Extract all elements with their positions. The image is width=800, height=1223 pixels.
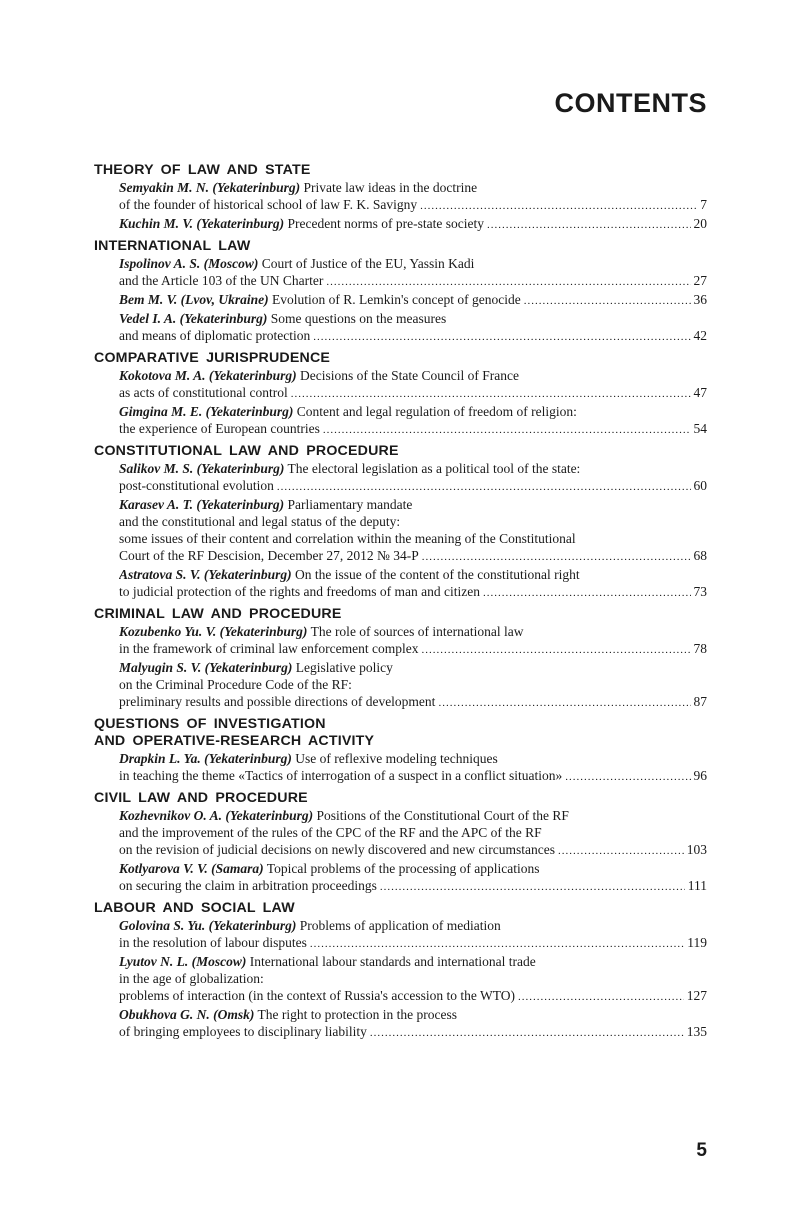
entry-title-line: preliminary results and possible directions of development — [119, 694, 436, 709]
entry-page-number: 54 — [693, 421, 707, 436]
entry-text — [119, 877, 377, 894]
entry-author: Vedel I. A. (Yekaterinburg) — [119, 311, 268, 326]
dot-leader — [558, 843, 684, 860]
entry-text — [119, 1007, 457, 1022]
entry-author: Semyakin M. N. (Yekaterinburg) — [119, 180, 301, 195]
entry-line — [119, 291, 707, 310]
entry-title-line: Parliamentary mandate — [287, 497, 413, 512]
toc-entry[interactable] — [119, 750, 707, 786]
entry-page-number: 127 — [686, 988, 707, 1003]
toc-entry[interactable] — [119, 310, 707, 346]
entry-page-number: 119 — [687, 935, 707, 950]
section-heading: CONSTITUTIONAL LAW AND PROCEDURE — [94, 443, 399, 459]
entry-text — [119, 420, 320, 437]
entry-text — [119, 547, 419, 564]
entry-title-line: Decisions of the State Council of France — [300, 368, 519, 383]
entry-title-line: Court of Justice of the EU, Yassin Kadi — [261, 256, 475, 271]
entry-author: Astratova S. V. (Yekaterinburg) — [119, 567, 292, 582]
toc-entry[interactable] — [119, 179, 707, 215]
entry-text — [119, 583, 480, 600]
entry-page-number: 135 — [686, 1024, 707, 1039]
entry-title-line: of bringing employees to disciplinary liability — [119, 1024, 367, 1039]
entry-title-line: Content and legal regulation of freedom of religion: — [296, 404, 577, 419]
toc-section — [94, 716, 707, 786]
table-of-contents — [94, 162, 707, 1046]
toc-section — [94, 350, 707, 439]
entry-title-line: Evolution of R. Lemkin's concept of genocide — [272, 292, 521, 307]
entry-line — [119, 841, 707, 860]
entry-line — [119, 917, 707, 934]
entry-title-line: in the age of globalization: — [119, 971, 264, 986]
entry-text — [119, 861, 540, 876]
dot-leader — [420, 198, 697, 215]
section-heading: CIVIL LAW AND PROCEDURE — [94, 790, 308, 806]
entry-line — [119, 659, 707, 676]
entry-text — [119, 180, 477, 195]
entry-line — [119, 1006, 707, 1023]
entry-page-number: 87 — [693, 694, 707, 709]
entry-text — [119, 196, 417, 213]
entry-title-line: as acts of constitutional control — [119, 385, 288, 400]
entry-text — [119, 368, 519, 383]
entry-author: Malyugin S. V. (Yekaterinburg) — [119, 660, 293, 675]
entry-line — [119, 750, 707, 767]
entry-author: Kotlyarova V. V. (Samara) — [119, 861, 264, 876]
toc-entry[interactable] — [119, 403, 707, 439]
entry-page-number: 27 — [693, 273, 707, 288]
entry-text — [119, 327, 310, 344]
entry-text — [119, 693, 435, 710]
section-heading: LABOUR AND SOCIAL LAW — [94, 900, 295, 916]
entry-title-line: The electoral legislation as a political tool of the state: — [287, 461, 581, 476]
entry-text — [119, 477, 274, 494]
entry-title-line: of the founder of historical school of law F. K. Savigny — [119, 197, 418, 212]
entry-line — [119, 477, 707, 496]
entry-author: Salikov M. S. (Yekaterinburg) — [119, 461, 285, 476]
entry-title-line: and means of diplomatic protection — [119, 328, 311, 343]
dot-leader — [518, 989, 684, 1006]
entry-line — [119, 179, 707, 196]
entry-line — [119, 623, 707, 640]
entry-title-line: Legislative policy — [295, 660, 393, 675]
entry-text — [119, 215, 484, 232]
dot-leader — [370, 1025, 684, 1042]
entry-text — [119, 497, 412, 512]
dot-leader — [277, 479, 691, 496]
entry-title-line: in teaching the theme «Tactics of interrogation of a suspect in a conflict situation» — [119, 768, 563, 783]
entry-text — [119, 514, 400, 529]
entry-author: Obukhova G. N. (Omsk) — [119, 1007, 255, 1022]
entry-text — [119, 461, 580, 476]
section-heading: THEORY OF LAW AND STATE — [94, 162, 311, 178]
dot-leader — [524, 293, 691, 310]
dot-leader — [438, 695, 690, 712]
entry-title-line: The right to protection in the process — [257, 1007, 457, 1022]
entry-line — [119, 860, 707, 877]
entry-line — [119, 934, 707, 953]
entry-author: Karasev A. T. (Yekaterinburg) — [119, 497, 285, 512]
entry-text — [119, 404, 577, 419]
dot-leader — [326, 274, 690, 291]
entry-title-line: Use of reflexive modeling techniques — [295, 751, 498, 766]
entry-title-line: Precedent norms of pre-state society — [287, 216, 484, 231]
toc-entry[interactable] — [119, 255, 707, 291]
toc-entry[interactable] — [119, 1006, 707, 1042]
entry-page-number: 103 — [686, 842, 707, 857]
entry-author: Kuchin M. V. (Yekaterinburg) — [119, 216, 285, 231]
toc-entry[interactable] — [119, 807, 707, 860]
dot-leader — [380, 879, 685, 896]
entry-title-line: Topical problems of the processing of applications — [266, 861, 540, 876]
entry-line — [119, 547, 707, 566]
entry-author: Kozubenko Yu. V. (Yekaterinburg) — [119, 624, 308, 639]
entry-title-line: On the issue of the content of the constitutional right — [295, 567, 580, 582]
toc-section — [94, 900, 707, 1042]
toc-entry[interactable] — [119, 623, 707, 659]
entry-title-line: Some questions on the measures — [270, 311, 447, 326]
entry-text — [119, 311, 446, 326]
section-heading: INTERNATIONAL LAW — [94, 238, 251, 254]
entry-title-line: on securing the claim in arbitration proceedings — [119, 878, 377, 893]
entry-line — [119, 953, 707, 970]
entry-line — [119, 676, 707, 693]
entry-line — [119, 496, 707, 513]
entry-line — [119, 693, 707, 712]
entry-line — [119, 367, 707, 384]
entry-author: Golovina S. Yu. (Yekaterinburg) — [119, 918, 297, 933]
entry-line — [119, 767, 707, 786]
entry-author: Gimgina M. E. (Yekaterinburg) — [119, 404, 294, 419]
dot-leader — [310, 936, 684, 953]
dot-leader — [291, 386, 691, 403]
entry-text — [119, 256, 474, 271]
dot-leader — [565, 769, 690, 786]
entry-line — [119, 566, 707, 583]
entry-text — [119, 624, 524, 639]
entry-text — [119, 531, 576, 546]
toc-section — [94, 238, 707, 346]
toc-entry[interactable] — [119, 215, 707, 234]
dot-leader — [422, 642, 691, 659]
entry-page-number: 7 — [700, 197, 707, 212]
section-heading-continued: AND OPERATIVE-RESEARCH ACTIVITY — [94, 733, 375, 749]
entry-line — [119, 1023, 707, 1042]
toc-entry[interactable] — [119, 291, 707, 310]
entry-title-line: and the improvement of the rules of the CPC of the RF and the APC of the RF — [119, 825, 542, 840]
entry-text — [119, 1023, 367, 1040]
toc-entry[interactable] — [119, 496, 707, 566]
entry-author: Lyutov N. L. (Moscow) — [119, 954, 247, 969]
entry-page-number: 96 — [693, 768, 707, 783]
entry-page-number: 60 — [693, 478, 707, 493]
toc-entry[interactable] — [119, 953, 707, 1006]
entry-author: Kozhevnikov O. A. (Yekaterinburg) — [119, 808, 314, 823]
entry-page-number: 36 — [693, 292, 707, 307]
entry-text — [119, 825, 542, 840]
section-heading: CRIMINAL LAW AND PROCEDURE — [94, 606, 342, 622]
toc-entry[interactable] — [119, 860, 707, 896]
dot-leader — [422, 549, 691, 566]
entry-line — [119, 327, 707, 346]
entry-author: Kokotova M. A. (Yekaterinburg) — [119, 368, 297, 383]
entry-title-line: to judicial protection of the rights and freedoms of man and citizen — [119, 584, 481, 599]
entry-text — [119, 384, 288, 401]
entry-title-line: some issues of their content and correlation within the meaning of the Constitutional — [119, 531, 576, 546]
entry-line — [119, 420, 707, 439]
entry-author: Bem M. V. (Lvov, Ukraine) — [119, 292, 269, 307]
entry-text — [119, 987, 515, 1004]
entry-title-line: on the Criminal Procedure Code of the RF: — [119, 677, 352, 692]
entry-page-number: 68 — [693, 548, 707, 563]
entry-line — [119, 530, 707, 547]
entry-page-number: 78 — [693, 641, 707, 656]
toc-section — [94, 443, 707, 602]
entry-text — [119, 808, 569, 823]
entry-line — [119, 403, 707, 420]
entry-line — [119, 310, 707, 327]
toc-section — [94, 162, 707, 234]
section-heading: COMPARATIVE JURISPRUDENCE — [94, 350, 331, 366]
entry-text — [119, 660, 393, 675]
entry-text — [119, 567, 580, 582]
entry-title-line: on the revision of judicial decisions on newly discovered and new circumstances — [119, 842, 556, 857]
toc-entry[interactable] — [119, 460, 707, 496]
entry-title-line: in the resolution of labour disputes — [119, 935, 307, 950]
entry-text — [119, 954, 536, 969]
entry-text — [119, 767, 562, 784]
entry-text — [119, 751, 498, 766]
entry-text — [119, 934, 307, 951]
toc-section — [94, 790, 707, 896]
entry-page-number: 42 — [693, 328, 707, 343]
entry-title-line: The role of sources of international law — [310, 624, 524, 639]
entry-title-line: Court of the RF Descision, December 27, 2012 № 34-P — [119, 548, 419, 563]
entry-title-line: post-constitutional evolution — [119, 478, 274, 493]
entry-line — [119, 970, 707, 987]
entry-line — [119, 640, 707, 659]
entry-title-line: Private law ideas in the doctrine — [303, 180, 478, 195]
entry-line — [119, 215, 707, 234]
page-title: CONTENTS — [554, 88, 707, 118]
toc-entry[interactable] — [119, 659, 707, 712]
entry-page-number: 20 — [693, 216, 707, 231]
entry-title-line: the experience of European countries — [119, 421, 320, 436]
entry-title-line: in the framework of criminal law enforcement complex — [119, 641, 419, 656]
entry-line — [119, 196, 707, 215]
dot-leader — [323, 422, 691, 439]
entry-line — [119, 513, 707, 530]
dot-leader — [483, 585, 690, 602]
entry-line — [119, 824, 707, 841]
entry-page-number: 73 — [693, 584, 707, 599]
entry-line — [119, 460, 707, 477]
entry-page-number: 111 — [687, 878, 707, 893]
entry-line — [119, 384, 707, 403]
entry-title-line: problems of interaction (in the context of Russia's accession to the WTO) — [119, 988, 515, 1003]
entry-page-number: 47 — [693, 385, 707, 400]
entry-title-line: Positions of the Constitutional Court of the RF — [316, 808, 569, 823]
entry-text — [119, 918, 501, 933]
entry-text — [119, 291, 521, 308]
toc-entry[interactable] — [119, 566, 707, 602]
entry-text — [119, 971, 264, 986]
entry-line — [119, 807, 707, 824]
entry-author: Ispolinov A. S. (Moscow) — [119, 256, 259, 271]
entry-author: Drapkin L. Ya. (Yekaterinburg) — [119, 751, 292, 766]
entry-text — [119, 640, 419, 657]
entry-line — [119, 272, 707, 291]
entry-line — [119, 987, 707, 1006]
dot-leader — [313, 329, 690, 346]
toc-entry[interactable] — [119, 367, 707, 403]
entry-text — [119, 272, 323, 289]
entry-line — [119, 877, 707, 896]
entry-line — [119, 583, 707, 602]
entry-title-line: and the Article 103 of the UN Charter — [119, 273, 324, 288]
toc-section — [94, 606, 707, 712]
toc-entry[interactable] — [119, 917, 707, 953]
page-number: 5 — [696, 1140, 707, 1161]
entry-text — [119, 677, 352, 692]
entry-text — [119, 841, 555, 858]
entry-title-line: International labour standards and international trade — [249, 954, 536, 969]
dot-leader — [487, 217, 691, 234]
entry-title-line: and the constitutional and legal status of the deputy: — [119, 514, 401, 529]
section-heading: QUESTIONS OF INVESTIGATION — [94, 716, 326, 732]
entry-line — [119, 255, 707, 272]
entry-title-line: Problems of application of mediation — [299, 918, 501, 933]
